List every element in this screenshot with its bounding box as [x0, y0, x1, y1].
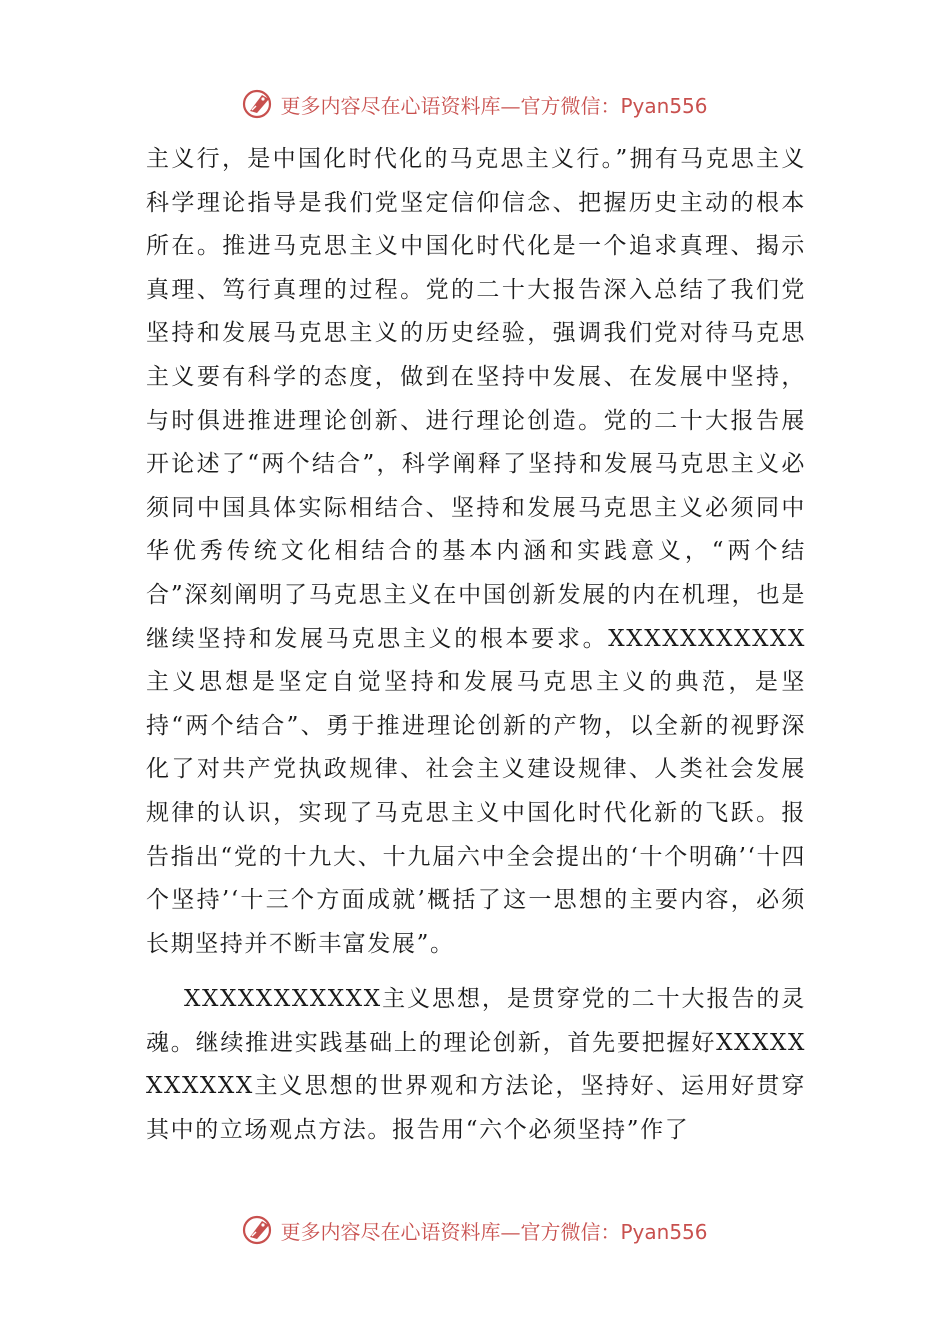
header-banner-label: 更多内容尽在心语资料库—官方微信： — [280, 93, 621, 118]
footer-banner — [0, 1210, 950, 1250]
header-wechat-id: Pyan556 — [620, 93, 708, 118]
pen-nib-logo-icon — [242, 1213, 276, 1247]
paragraph-2: XXXXXXXXXXX主义思想，是贯穿党的二十大报告的灵魂。继续推进实践基础上的理论创新，首先要把握好XXXXXXXXXXX主义思想的世界观和方法论，坚持好、运用好贯穿其中的立场观点方法。报告用“六个必须坚持”作了 — [146, 986, 806, 1144]
paragraph-1: 主义行，是中国化时代化的马克思主义行。”拥有马克思主义科学理论指导是我们党坚定信仰信念、把握历史主动的根本所在。推进马克思主义中国化时代化是一个追求真理、揭示真理、笃行真理的过程。党的二十大报告深入总结了我们党坚持和发展马克思主义的历史经验，强调我们党对待马克思主义要有科学的态度，做到在坚持中发展、在发展中坚持，与时俱进推进理论创新、进行理论创造。党的二十大报告展开论述了“两个结合”，科学阐释了坚持和发展马克思主义必须同中国具体实际相结合、坚持和发展马克思主义必须同中华优秀传统文化相结合的基本内涵和实践意义，“两个结合”深刻阐明了马克思主义在中国创新发展的内在机理，也是继续坚持和发展马克思主义的根本要求。XXXXXXXXXXX主义思想是坚定自觉坚持和发展马克思主义的典范，是坚持“两个结合”、勇于推进理论创新的产物，以全新的视野深化了对共产党执政规律、社会主义建设规律、人类社会发展规律的认识，实现了马克思主义中国化时代化新的飞跃。报告指出“党的十九大、十九届六中全会提出的‘十个明确’‘十四个坚持’‘十三个方面成就’概括了这一思想的主要内容，必须长期坚持并不断丰富发展”。 — [146, 146, 806, 957]
footer-banner-text — [280, 1216, 707, 1245]
header-banner — [0, 84, 950, 124]
footer-banner-label: 更多内容尽在心语资料库—官方微信： — [280, 1219, 621, 1244]
footer-wechat-id: Pyan556 — [620, 1219, 708, 1244]
document-body — [146, 138, 806, 1153]
pen-nib-logo-icon — [242, 87, 276, 121]
header-banner-text — [280, 90, 707, 119]
